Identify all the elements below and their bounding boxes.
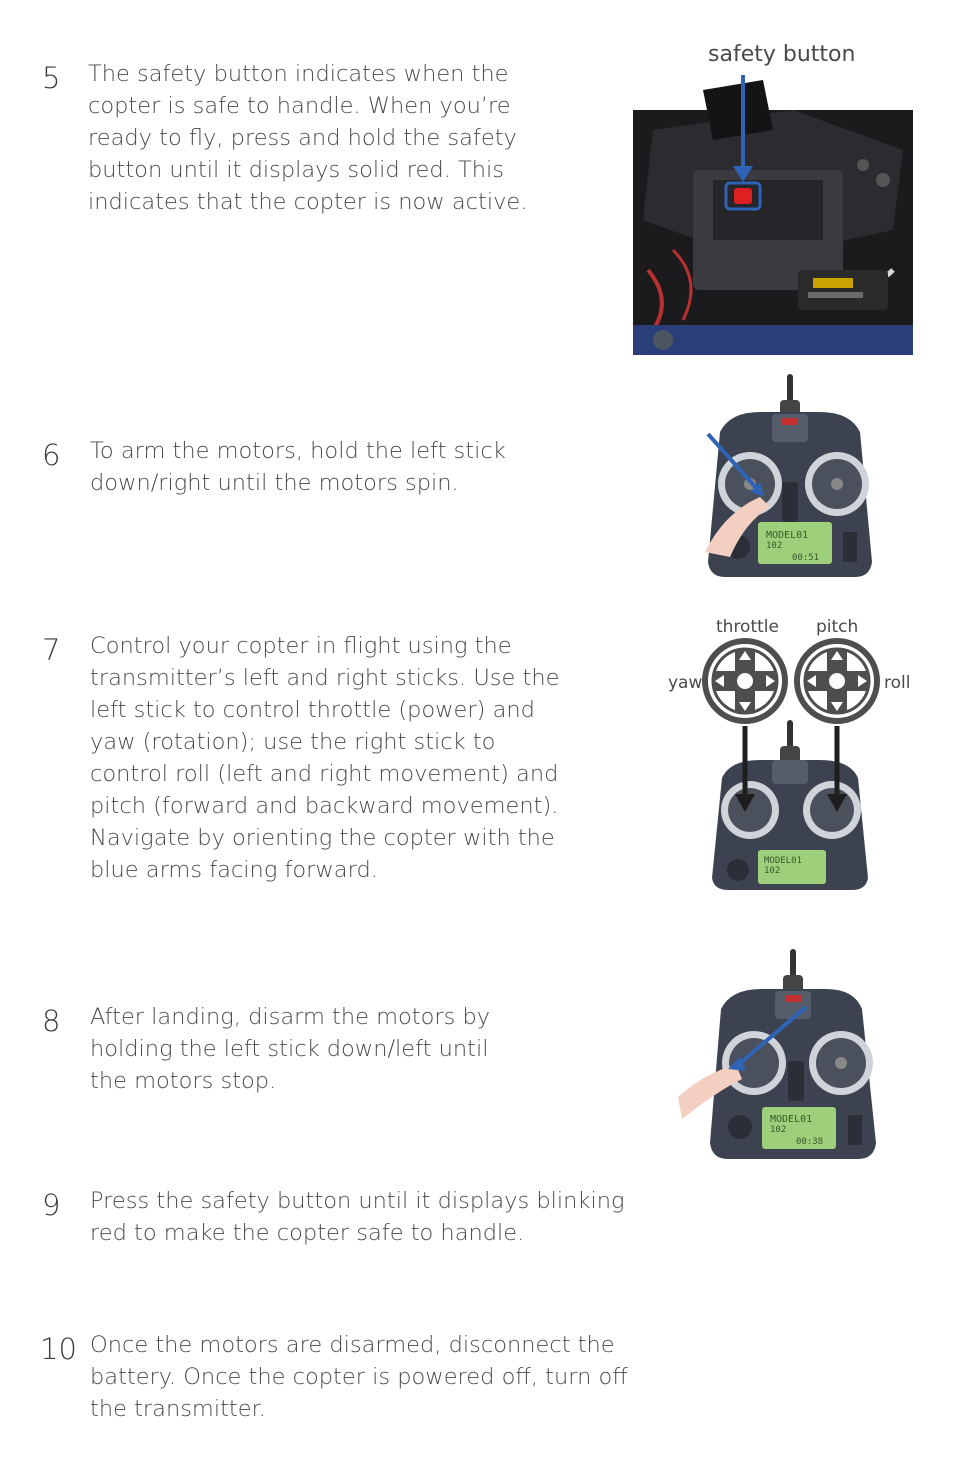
step-text-6: To arm the motors, hold the left stick down/right until the motors spin. xyxy=(90,438,506,496)
step-number-5: 5 xyxy=(42,61,61,95)
safety-button-label: safety button xyxy=(708,42,856,67)
pitch-label: pitch xyxy=(816,617,859,637)
lcd-line-2: 102 xyxy=(764,866,781,876)
step-number-10: 10 xyxy=(40,1332,77,1366)
lcd-line-1: MODEL01 xyxy=(770,1114,813,1125)
step-number-6: 6 xyxy=(42,438,61,472)
lcd-line-2: 102 xyxy=(766,541,783,551)
step-text-5: The safety button indicates when the copter is safe to handle. When you’re ready to fly, press and hold the safety button until it displays solid red. This indicates that the copter is now active. xyxy=(88,61,528,215)
lcd-line-1: MODEL01 xyxy=(766,530,809,541)
step-number-7: 7 xyxy=(42,633,61,667)
lcd-line-3: 00:38 xyxy=(796,1137,824,1147)
transmitter-arm-photo xyxy=(700,372,880,582)
right-stick-icon xyxy=(797,641,877,721)
lcd-line-3: 00:51 xyxy=(792,553,820,563)
yaw-label: yaw xyxy=(668,673,703,693)
lcd-line-1: MODEL01 xyxy=(764,856,802,866)
lcd-line-2: 102 xyxy=(770,1125,787,1135)
throttle-label: throttle xyxy=(716,617,779,637)
transmitter-disarm-photo xyxy=(676,947,886,1165)
copter-safety-photo xyxy=(633,70,913,355)
stick-controls-diagram xyxy=(700,638,885,893)
step-text-10: Once the motors are disarmed, disconnect the battery. Once the copter is powered off, turn off the transmitter. xyxy=(90,1332,628,1422)
step-text-9: Press the safety button until it displays blinking red to make the copter safe to handle. xyxy=(90,1188,625,1246)
step-text-7: Control your copter in flight using the transmitter’s left and right sticks. Use the left stick to control throttle (power) and yaw (rotation); use the right stick to control roll (left and right movement) and pitch (forward and backward movement). Navigate by orienting the copter with the blue arms facing forward. xyxy=(90,633,560,883)
left-stick-icon xyxy=(705,641,785,721)
step-number-8: 8 xyxy=(42,1004,61,1038)
step-text-8: After landing, disarm the motors by holding the left stick down/left until the motors stop. xyxy=(90,1004,491,1094)
step-number-9: 9 xyxy=(42,1188,61,1222)
roll-label: roll xyxy=(884,673,911,693)
